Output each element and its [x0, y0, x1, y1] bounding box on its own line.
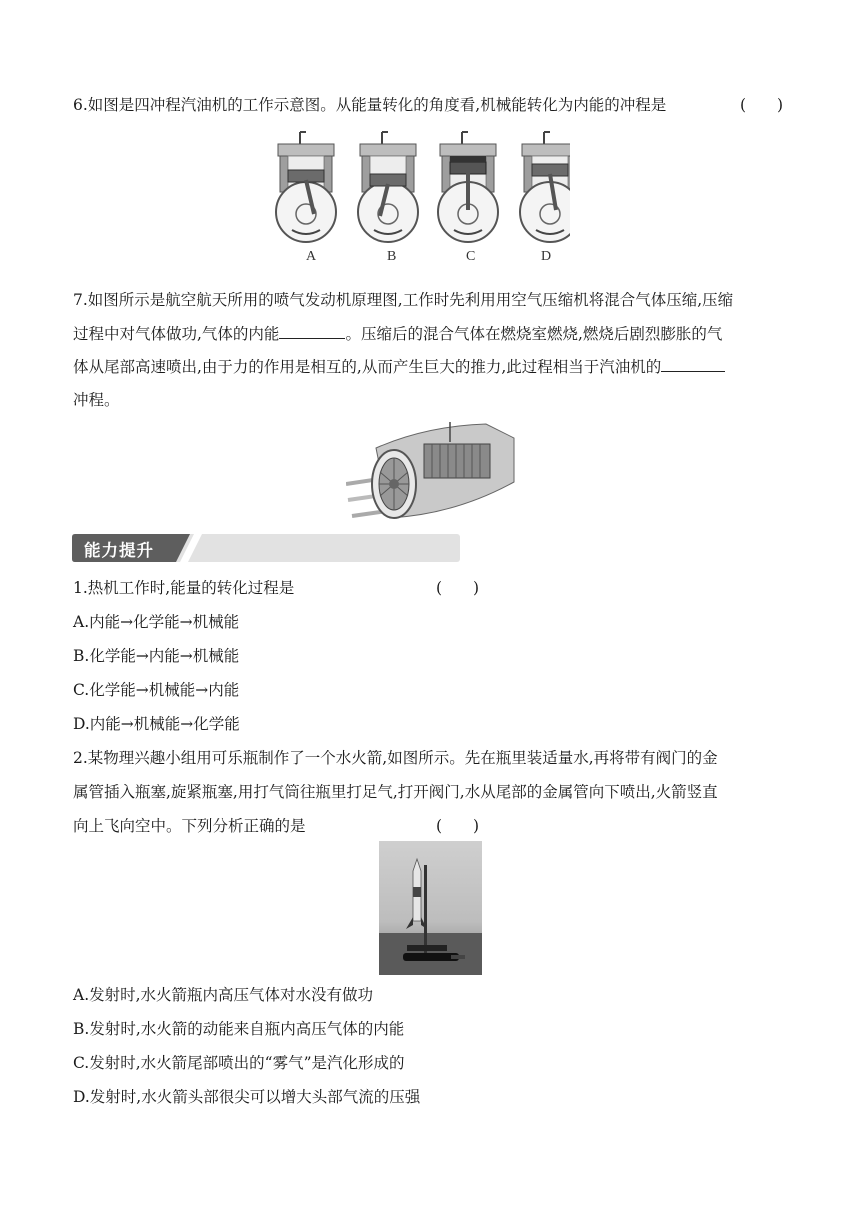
- p1-answer-paren: ( ): [436, 579, 480, 597]
- p2-option-c: C.发射时,水火箭尾部喷出的“雾气”是汽化形成的: [73, 1054, 405, 1072]
- p1-option-c: C.化学能→机械能→内能: [73, 681, 240, 699]
- p2-answer-paren: ( ): [436, 817, 480, 835]
- p2-option-d: D.发射时,水火箭头部很尖可以增大头部气流的压强: [73, 1088, 421, 1106]
- q7-line2-end: 。压缩后的混合气体在燃烧室燃烧,燃烧后剧烈膨胀的气: [345, 325, 723, 343]
- engine-label-a: A: [306, 249, 317, 264]
- q7-line1: 7.如图所示是航空航天所用的喷气发动机原理图,工作时先利用用空气压缩机将混合气体压缩,压缩: [73, 291, 734, 309]
- p2-option-a: A.发射时,水火箭瓶内高压气体对水没有做功: [73, 986, 374, 1004]
- q7-line4: 冲程。: [73, 391, 120, 409]
- section-title: 能力提升: [84, 541, 154, 560]
- p2-option-b: B.发射时,水火箭的动能来自瓶内高压气体的内能: [73, 1020, 405, 1038]
- p2-line1: 2.某物理兴趣小组用可乐瓶制作了一个水火箭,如图所示。先在瓶里装适量水,再将带有阀门的金: [73, 749, 718, 767]
- q7-line3-text: 体从尾部高速喷出,由于力的作用是相互的,从而产生巨大的推力,此过程相当于汽油机的: [73, 358, 662, 376]
- water-rocket-photo: [379, 841, 482, 975]
- p1-option-a: A.内能→化学能→机械能: [73, 613, 240, 631]
- p2-line2: 属管插入瓶塞,旋紧瓶塞,用打气筒往瓶里打足气,打开阀门,水从尾部的金属管向下喷出,火箭竖直: [73, 783, 718, 801]
- q7-line2-start: 过程中对气体做功,气体的内能: [73, 325, 280, 343]
- engine-strokes-figure: [270, 130, 570, 245]
- q6-text: 6.如图是四冲程汽油机的工作示意图。从能量转化的角度看,机械能转化为内能的冲程是: [73, 96, 667, 114]
- p1-option-d: D.内能→机械能→化学能: [73, 715, 240, 733]
- q7-line3: [73, 357, 725, 377]
- q7-blank-2: [661, 357, 725, 372]
- p1-text: 1.热机工作时,能量的转化过程是: [73, 579, 295, 597]
- q7-blank-1: [279, 324, 345, 339]
- jet-engine-figure: [346, 418, 516, 522]
- q7-line2: [73, 324, 722, 344]
- p2-line3: 向上飞向空中。下列分析正确的是: [73, 817, 306, 835]
- engine-label-d: D: [541, 249, 552, 264]
- engine-label-c: C: [466, 249, 476, 264]
- p1-option-b: B.化学能→内能→机械能: [73, 647, 240, 665]
- engine-label-b: B: [387, 249, 397, 264]
- q6-answer-paren: ( ): [740, 96, 784, 114]
